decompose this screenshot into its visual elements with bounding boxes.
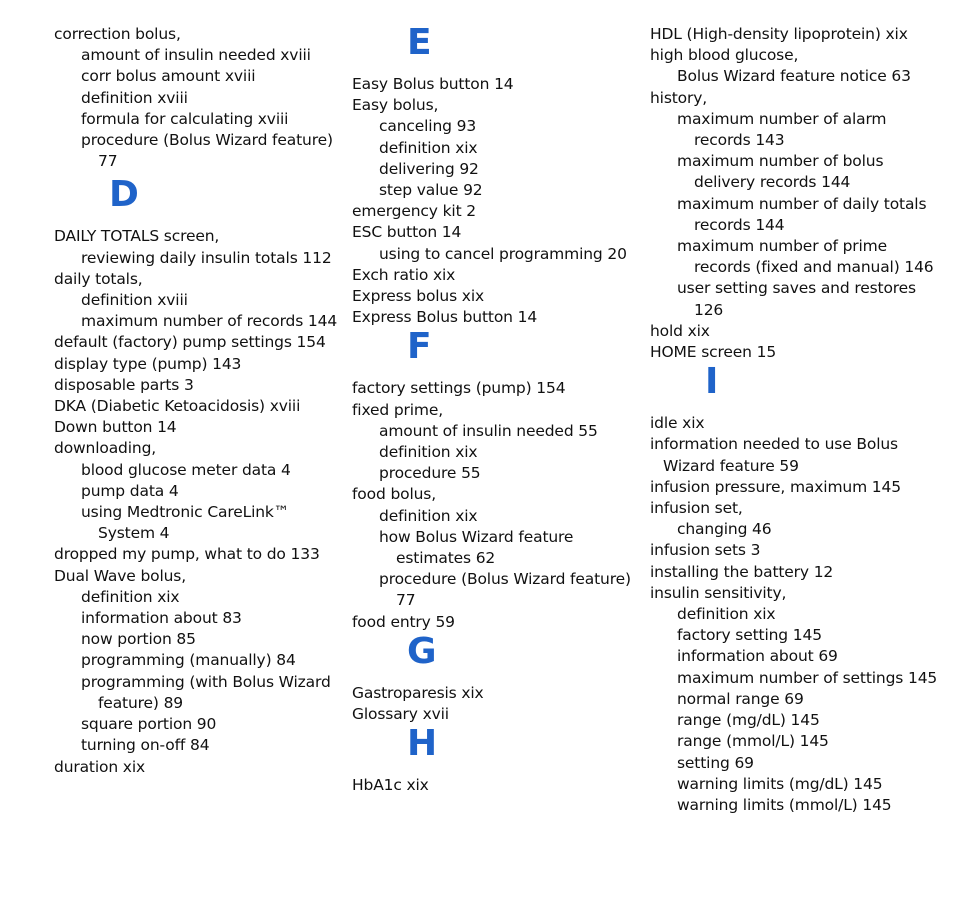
index-subentry: delivering 92 <box>379 159 479 178</box>
index-subentry: canceling 93 <box>379 117 477 136</box>
index-subentry-continued <box>54 151 334 172</box>
index-subentry: normal range 69 <box>677 689 804 708</box>
index-page-ref: System 4 <box>98 524 170 543</box>
index-entry-continued <box>650 456 940 477</box>
index-subentry: maximum number of settings 145 <box>677 668 938 687</box>
index-page-ref: records 143 <box>694 131 785 150</box>
index-subentry: user setting saves and restores <box>677 279 916 298</box>
index-subentry: corr bolus amount xviii <box>81 67 256 86</box>
index-subentry: amount of insulin needed xviii <box>81 46 311 65</box>
index-subentry: information about 83 <box>81 609 242 628</box>
index-entry: dropped my pump, what to do 133 <box>54 545 320 564</box>
index-subentry: definition xix <box>677 605 776 624</box>
index-entry: HDL (High-density lipoprotein) xix <box>650 25 908 43</box>
index-entry: Express bolus xix <box>352 287 485 306</box>
index-subentry: definition xix <box>379 506 478 525</box>
index-subentry: square portion 90 <box>81 715 217 734</box>
index-entry: Exch ratio xix <box>352 265 456 284</box>
index-subentry: warning limits (mmol/L) 145 <box>677 795 892 814</box>
index-entry: Glossary xvii <box>352 705 449 724</box>
index-subentry: turning on-off 84 <box>81 736 210 755</box>
section-letter-d: D <box>109 174 139 216</box>
index-subentry: procedure (Bolus Wizard feature) <box>81 131 333 150</box>
index-subentry: procedure (Bolus Wizard feature) <box>379 570 631 589</box>
index-entry: hold xix <box>650 321 710 340</box>
index-entry: daily totals, <box>54 269 143 288</box>
index-subentry: definition xviii <box>81 88 188 107</box>
index-entry: history, <box>650 88 708 107</box>
index-subentry: step value 92 <box>379 181 483 200</box>
index-subentry-continued <box>650 130 940 151</box>
index-page-ref: delivery records 144 <box>694 173 851 192</box>
index-entry: ESC button 14 <box>352 223 462 242</box>
index-subentry-continued <box>54 693 334 714</box>
section-letter-e: E <box>407 22 432 63</box>
index-subentry: range (mg/dL) 145 <box>677 711 820 730</box>
index-entry: infusion pressure, maximum 145 <box>650 477 901 496</box>
index-subentry: definition xviii <box>81 291 188 310</box>
index-subentry: programming (with Bolus Wizard <box>81 672 331 691</box>
index-subentry: setting 69 <box>677 753 754 772</box>
index-subentry: using Medtronic CareLink™ <box>81 503 290 522</box>
index-column-3 <box>650 24 940 816</box>
index-entry: high blood glucose, <box>650 46 799 65</box>
index-entry: HbA1c xix <box>352 776 429 795</box>
index-subentry: amount of insulin needed 55 <box>379 421 598 440</box>
index-entry: DKA (Diabetic Ketoacidosis) xviii <box>54 397 301 416</box>
index-entry: insulin sensitivity, <box>650 583 787 602</box>
index-page-ref: estimates 62 <box>396 549 496 568</box>
index-page-ref: 77 <box>98 152 118 171</box>
index-subentry: reviewing daily insulin totals 112 <box>81 248 332 267</box>
index-subentry: factory setting 145 <box>677 626 822 645</box>
index-entry: emergency kit 2 <box>352 202 476 221</box>
section-letter-g: G <box>407 630 437 672</box>
index-subentry: range (mmol/L) 145 <box>677 732 829 751</box>
index-entry: Down button 14 <box>54 418 177 437</box>
index-entry: infusion sets 3 <box>650 541 761 560</box>
index-page-ref: Wizard feature 59 <box>663 456 799 475</box>
index-subentry-continued <box>650 257 940 278</box>
index-entry: infusion set, <box>650 499 743 518</box>
index-entry: duration xix <box>54 757 146 776</box>
index-subentry-continued <box>54 523 334 544</box>
index-page-ref: 126 <box>694 300 724 319</box>
index-entry: downloading, <box>54 439 157 458</box>
index-subentry: definition xix <box>379 138 478 157</box>
index-subentry: Bolus Wizard feature notice 63 <box>677 67 911 86</box>
index-page-ref: records (fixed and manual) 146 <box>694 258 934 277</box>
index-subentry: using to cancel programming 20 <box>379 244 627 263</box>
index-entry: information needed to use Bolus <box>650 435 898 454</box>
index-subentry-continued <box>352 548 632 569</box>
index-entry: Easy Bolus button 14 <box>352 75 514 93</box>
index-subentry: definition xix <box>379 443 478 462</box>
index-subentry-continued <box>650 215 940 236</box>
index-entry: correction bolus, <box>54 25 181 43</box>
index-entry: Dual Wave bolus, <box>54 566 187 585</box>
index-subentry: warning limits (mg/dL) 145 <box>677 774 883 793</box>
index-subentry: maximum number of records 144 <box>81 312 338 331</box>
index-subentry: definition xix <box>81 587 180 606</box>
index-entry: Gastroparesis xix <box>352 683 484 702</box>
index-page-ref: 77 <box>396 591 416 610</box>
index-column-2 <box>352 24 632 796</box>
index-subentry: now portion 85 <box>81 630 196 649</box>
index-entry: idle xix <box>650 414 705 433</box>
index-subentry: changing 46 <box>677 520 772 539</box>
index-subentry: information about 69 <box>677 647 838 666</box>
section-letter-f: F <box>407 326 432 368</box>
index-subentry-continued <box>650 300 940 321</box>
index-subentry: procedure 55 <box>379 464 481 483</box>
index-subentry: pump data 4 <box>81 481 179 500</box>
index-entry: disposable parts 3 <box>54 375 194 394</box>
index-entry: Easy bolus, <box>352 96 439 115</box>
index-subentry: blood glucose meter data 4 <box>81 460 291 479</box>
index-subentry-continued <box>650 172 940 193</box>
index-entry: Express Bolus button 14 <box>352 308 538 327</box>
index-entry: HOME screen 15 <box>650 343 777 362</box>
index-entry: display type (pump) 143 <box>54 354 242 373</box>
index-entry: DAILY TOTALS screen, <box>54 227 220 246</box>
section-letter-i: I <box>705 361 719 403</box>
index-entry: factory settings (pump) 154 <box>352 379 566 398</box>
index-entry: food entry 59 <box>352 612 455 631</box>
index-subentry: maximum number of prime <box>677 237 888 256</box>
index-subentry: formula for calculating xviii <box>81 109 289 128</box>
index-subentry: maximum number of alarm <box>677 109 887 128</box>
index-page-ref: feature) 89 <box>98 693 184 712</box>
index-column-1 <box>54 24 338 778</box>
index-entry: food bolus, <box>352 485 436 504</box>
index-subentry: how Bolus Wizard feature <box>379 527 574 546</box>
index-subentry-continued <box>352 590 632 611</box>
index-entry: installing the battery 12 <box>650 562 834 581</box>
section-letter-h: H <box>407 723 438 765</box>
index-entry: default (factory) pump settings 154 <box>54 333 326 352</box>
index-subentry: maximum number of daily totals <box>677 194 927 213</box>
index-subentry: maximum number of bolus <box>677 152 884 171</box>
index-page-ref: records 144 <box>694 215 785 234</box>
index-entry: fixed prime, <box>352 400 444 419</box>
index-subentry: programming (manually) 84 <box>81 651 296 670</box>
